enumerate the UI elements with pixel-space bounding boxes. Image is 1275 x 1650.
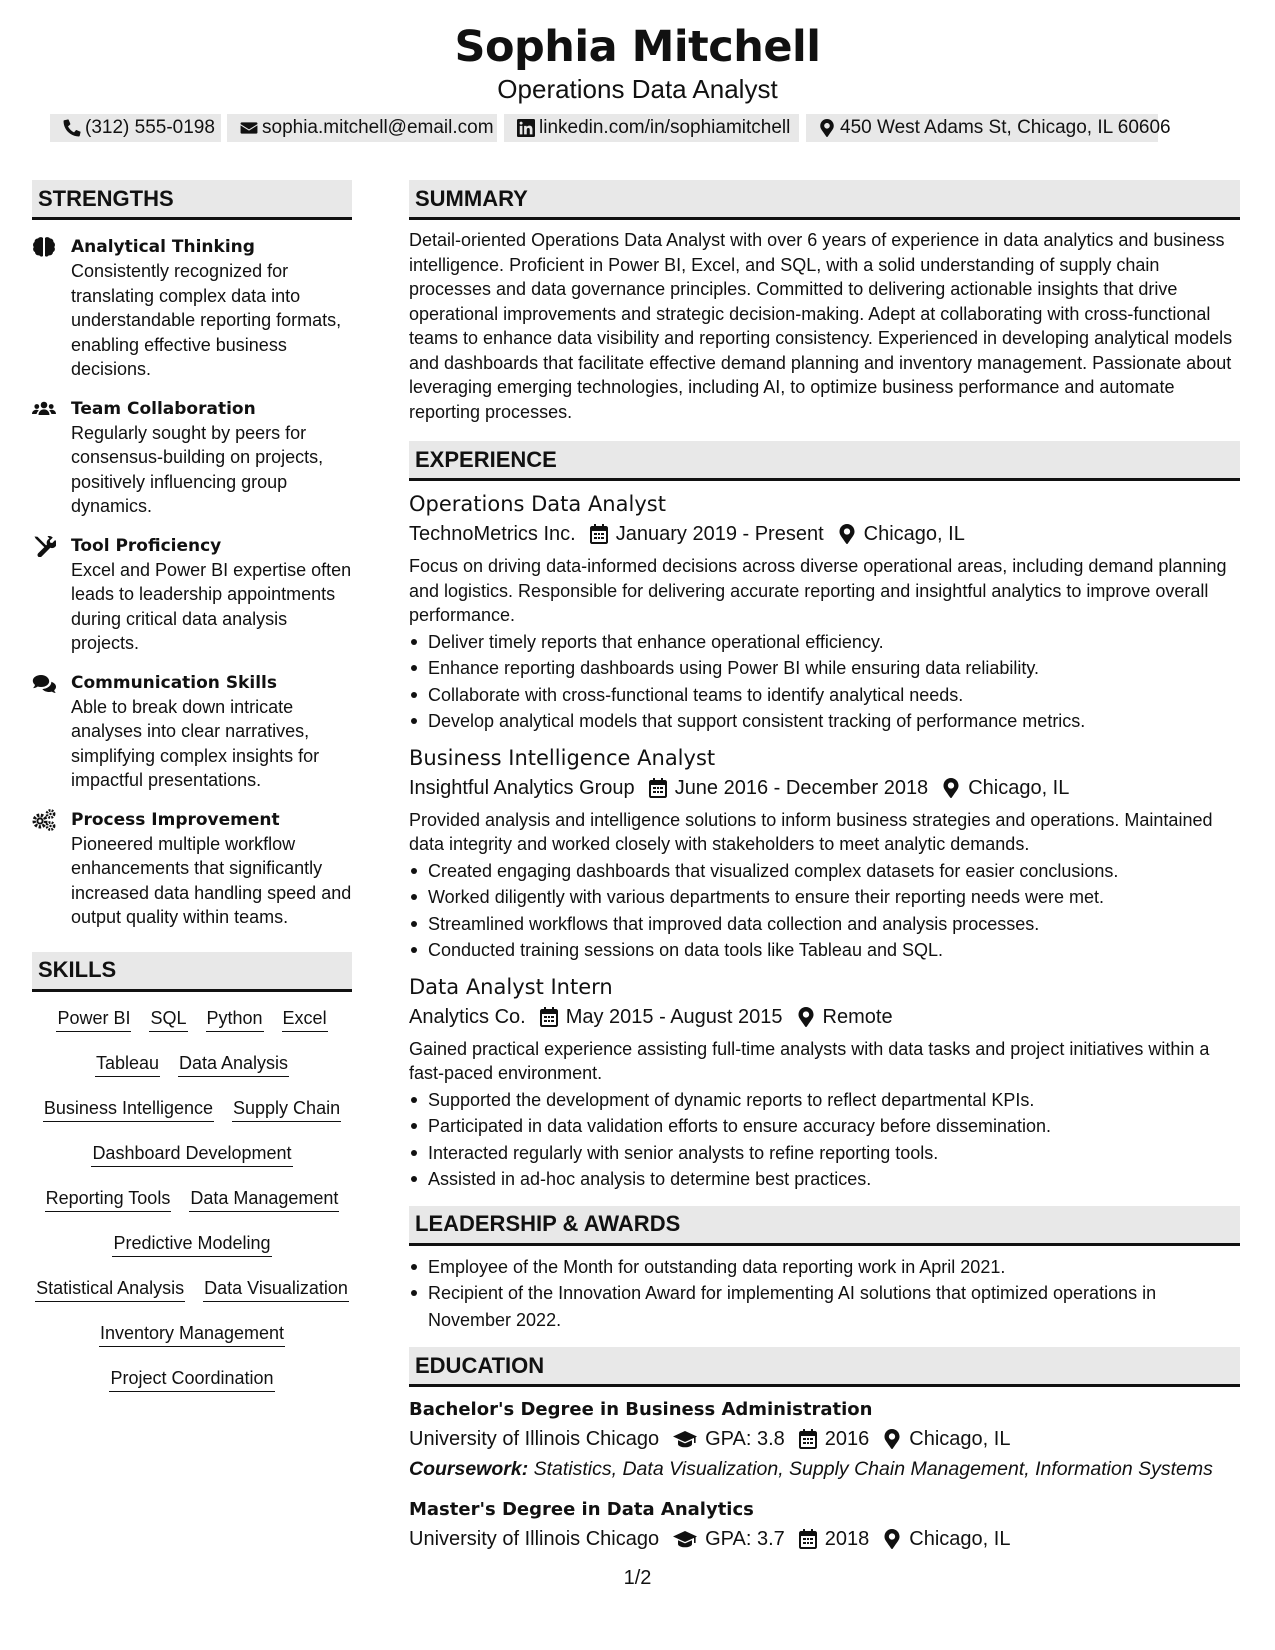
left-column [32,180,352,1411]
list-item: Participated in data validation efforts to ensure accuracy before dissemination. [409,1113,1240,1140]
skill-tag: Predictive Modeling [112,1231,271,1257]
skills-list [32,1006,352,1411]
job-entry [409,743,1240,964]
contact-phone[interactable] [50,114,221,142]
calendar-icon [540,1007,558,1027]
coursework-list: Statistics, Data Visualization, Supply Chain Management, Information Systems [533,1458,1213,1480]
map-marker-icon [942,778,960,798]
brain-icon [32,236,56,258]
envelope-icon [239,119,258,138]
strength-name: Team Collaboration [71,398,256,419]
job-location: Remote [822,1005,893,1028]
skill-tag: Data Analysis [178,1051,289,1077]
contact-address [806,114,1171,142]
job-title: Business Intelligence Analyst [409,745,716,770]
strength-item [32,534,352,656]
coursework-label: Coursework: [409,1458,529,1480]
graduation-cap-icon [673,1529,697,1549]
linkedin-text: linkedin.com/in/sophiamitchell [539,117,791,138]
job-bullets [409,858,1240,964]
school-location: Chicago, IL [909,1528,1011,1550]
job-title: Operations Data Analyst [409,492,666,516]
awards-heading: LEADERSHIP & AWARDS [409,1206,1240,1246]
skill-tag: Statistical Analysis [35,1276,185,1302]
strength-item [32,235,352,382]
skill-tag: Data Visualization [203,1276,349,1302]
linkedin-icon [516,119,535,138]
skill-tag: Excel [282,1006,328,1032]
education-meta [409,1424,1240,1454]
calendar-icon [799,1529,817,1549]
job-location: Chicago, IL [863,523,965,545]
skill-tag: Project Coordination [109,1366,274,1392]
strength-desc: Pioneered multiple workflow enhancements that significantly increased data handling speed and output quality within teams. [71,833,352,927]
list-item: Develop analytical models that support consistent tracking of performance metrics. [409,708,1240,735]
education-meta [409,1524,1240,1554]
list-item: Deliver timely reports that enhance operational efficiency. [409,629,1240,656]
list-item: Created engaging dashboards that visualized complex datasets for easier conclusions. [409,858,1240,885]
experience-heading: EXPERIENCE [409,441,1240,481]
gpa: GPA: 3.7 [705,1528,785,1550]
strength-item [32,671,352,793]
job-dates: May 2015 - August 2015 [565,1005,783,1028]
gpa: GPA: 3.8 [705,1428,785,1450]
list-item: Conducted training sessions on data tools like Tableau and SQL. [409,937,1240,964]
skill-tag: SQL [149,1006,187,1032]
strength-name: Analytical Thinking [71,237,255,257]
calendar-icon [799,1429,817,1449]
graduation-year: 2016 [824,1428,870,1450]
map-marker-icon [818,119,836,138]
awards-list [409,1254,1240,1334]
job-meta [409,1002,1240,1032]
strength-item [32,808,352,930]
gears-icon [32,809,56,831]
strength-desc: Consistently recognized for translating complex data into understandable reporting formats, enabling effective business decisions. [71,261,342,379]
strength-item [32,397,352,519]
list-item: Worked diligently with various departments to ensure their reporting needs were met. [409,884,1240,911]
job-dates: June 2016 - December 2018 [674,776,929,799]
calendar-icon [649,778,667,798]
job-meta [409,773,1240,803]
list-item: Collaborate with cross-functional teams to identify analytical needs. [409,682,1240,709]
job-dates: January 2019 - Present [615,523,824,545]
map-marker-icon [797,1007,815,1027]
job-company: Insightful Analytics Group [409,776,635,799]
strength-desc: Regularly sought by peers for consensus-building on projects, positively influencing group dynamics. [71,422,324,516]
skill-tag: Data Management [189,1186,339,1212]
comments-icon [32,672,56,694]
job-company: Analytics Co. [409,1005,526,1028]
page-number: 1/2 [623,1567,652,1589]
list-item: Interacted regularly with senior analysts to refine reporting tools. [409,1140,1240,1167]
map-marker-icon [838,524,856,544]
job-title: Data Analyst Intern [409,974,613,999]
list-item: Employee of the Month for outstanding data reporting work in April 2021. [409,1254,1240,1281]
candidate-title: Operations Data Analyst [497,74,778,104]
email-text: sophia.mitchell@email.com [262,117,494,138]
graduation-cap-icon [673,1429,697,1449]
list-item: Enhance reporting dashboards using Power BI while ensuring data reliability. [409,655,1240,682]
skill-tag: Business Intelligence [43,1096,214,1122]
candidate-name: Sophia Mitchell [454,22,821,72]
school-name: University of Illinois Chicago [409,1428,660,1450]
degree-name: Master's Degree in Data Analytics [409,1499,754,1520]
strength-name: Tool Proficiency [71,535,222,556]
skills-heading: SKILLS [32,952,352,992]
job-entry [409,972,1240,1193]
summary-text: Detail-oriented Operations Data Analyst with over 6 years of experience in data analytics and business intelligence. Proficient in Power BI, Excel, and SQL, with a solid understanding of supply chain processes and data governance principles. Committed to delivering actionable insights that drive operational improvements and strategic decision-making. Adept at collaborating with cross-functional teams to enhance data visibility and reporting consistency. Experienced in developing analytical models and dashboards that facilitate effective demand planning and inventory management. Passionate about leveraging emerging technologies, including AI, to optimize business performance and automate reporting processes. [409,230,1233,422]
skill-tag: Reporting Tools [45,1186,172,1212]
calendar-icon [590,524,608,544]
list-item: Supported the development of dynamic reports to reflect departmental KPIs. [409,1087,1240,1114]
skill-tag: Dashboard Development [91,1141,292,1167]
job-bullets [409,1087,1240,1193]
right-column [409,180,1240,1554]
strength-name: Communication Skills [71,672,277,693]
strengths-heading: STRENGTHS [32,180,352,220]
job-bullets [409,629,1240,735]
contact-email[interactable] [227,114,497,142]
summary-heading: SUMMARY [409,180,1240,220]
skill-tag: Tableau [95,1051,160,1077]
skill-tag: Power BI [56,1006,131,1032]
school-name: University of Illinois Chicago [409,1528,660,1550]
school-location: Chicago, IL [909,1428,1011,1450]
list-item: Recipient of the Innovation Award for implementing AI solutions that optimized operations in November 2022. [409,1280,1240,1333]
education-entry [409,1496,1240,1554]
job-company: TechnoMetrics Inc. [409,523,576,545]
strength-desc: Able to break down intricate analyses into clear narratives, simplifying complex insights for impactful presentations. [71,696,320,790]
job-entry [409,489,1240,735]
contact-linkedin[interactable] [504,114,799,142]
phone-text: (312) 555-0198 [85,117,215,138]
education-entry [409,1396,1240,1484]
job-description: Focus on driving data-informed decisions across diverse operational areas, including demand planning and logistics. Responsible for delivering accurate reporting and insightful analytics to improve overall performance. [409,556,1227,625]
users-icon [32,398,56,420]
strength-name: Process Improvement [71,809,280,830]
phone-icon [62,119,81,138]
address-text: 450 West Adams St, Chicago, IL 60606 [840,117,1171,138]
job-description: Gained practical experience assisting full-time analysts with data tasks and project initiatives within a fast-paced environment. [409,1038,1210,1083]
list-item: Assisted in ad-hoc analysis to determine best practices. [409,1166,1240,1193]
degree-name: Bachelor's Degree in Business Administration [409,1399,873,1420]
job-location: Chicago, IL [968,776,1070,799]
graduation-year: 2018 [824,1528,870,1550]
list-item: Streamlined workflows that improved data collection and analysis processes. [409,911,1240,938]
map-marker-icon [883,1529,901,1549]
skill-tag: Python [206,1006,264,1032]
job-description: Provided analysis and intelligence solutions to inform business strategies and operations. Maintained data integrity and worked closely with stakeholders to meet analytic demands. [409,809,1213,854]
coursework [409,1454,1240,1484]
education-heading: EDUCATION [409,1347,1240,1387]
job-meta [409,519,1240,549]
tools-icon [32,535,56,557]
skill-tag: Supply Chain [232,1096,341,1122]
skill-tag: Inventory Management [99,1321,285,1347]
strength-desc: Excel and Power BI expertise often leads to leadership appointments during critical data analysis projects. [71,559,352,653]
map-marker-icon [883,1429,901,1449]
contact-bar [50,114,1225,142]
